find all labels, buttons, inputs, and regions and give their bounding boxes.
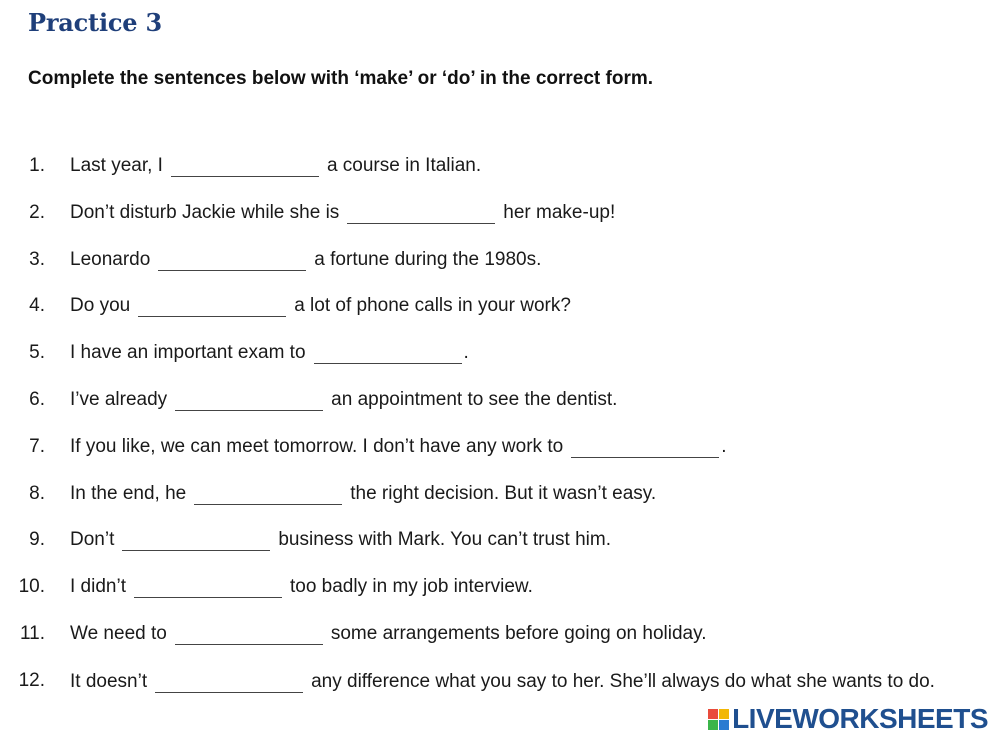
item-number: 1.	[29, 155, 45, 176]
answer-blank[interactable]	[158, 250, 306, 271]
answer-blank[interactable]	[134, 577, 282, 598]
item-number: 9.	[29, 529, 45, 551]
sentence-after: .	[721, 435, 727, 457]
sentence-after: .	[463, 342, 469, 364]
answer-blank[interactable]	[122, 530, 270, 551]
sentence-before: I didn’t	[70, 576, 126, 598]
item-sentence	[70, 479, 656, 509]
answer-blank[interactable]	[155, 672, 303, 693]
sentence-after: an appointment to see the dentist.	[331, 388, 618, 410]
sentence-before: We need to	[70, 622, 167, 644]
logo-mark-icon	[708, 709, 729, 730]
answer-blank[interactable]	[138, 296, 286, 317]
item-sentence	[70, 338, 469, 368]
exercise-item-6	[0, 384, 1000, 431]
exercise-item-11	[0, 618, 1000, 665]
item-number: 10.	[18, 576, 45, 598]
logo-square-green	[708, 720, 718, 730]
item-number: 8.	[29, 482, 45, 504]
sentence-before: If you like, we can meet tomorrow. I don’t have any work to	[70, 435, 564, 457]
answer-blank[interactable]	[175, 390, 323, 411]
item-number: 11.	[19, 622, 45, 644]
item-number: 2.	[29, 201, 45, 223]
sentence-before: I’ve already	[70, 388, 168, 410]
exercise-item-8	[0, 478, 1000, 525]
sentence-after: a course in Italian.	[326, 155, 482, 176]
exercise-item-1	[0, 150, 1000, 197]
instruction-text: Complete the sentences below with ‘make’ or ‘do’ in the correct form.	[28, 68, 654, 89]
sentence-after: her make-up!	[503, 201, 616, 223]
item-sentence	[70, 432, 726, 462]
sentence-after: a lot of phone calls in your work?	[294, 295, 571, 317]
sentence-before: I have an important exam to	[70, 342, 306, 364]
sentence-after: any difference what you say to her. She’ll always do what she wants to do.	[311, 670, 935, 692]
exercise-item-7	[0, 431, 1000, 478]
logo-text: LIVEWORKSHEETS	[732, 703, 988, 734]
item-number: 5.	[29, 342, 45, 364]
page-title: Practice 3	[28, 8, 162, 37]
item-number: 6.	[29, 388, 45, 410]
item-sentence	[70, 198, 615, 228]
item-sentence	[70, 151, 481, 181]
exercise-item-3	[0, 244, 1000, 291]
sentence-before: Leonardo	[70, 248, 151, 270]
item-number: 12.	[18, 669, 45, 691]
sentence-before: Don’t	[70, 529, 115, 551]
logo-square-yellow	[719, 709, 729, 719]
item-sentence	[70, 572, 533, 602]
item-sentence	[70, 666, 970, 698]
item-sentence	[70, 291, 571, 321]
sentence-after: some arrangements before going on holiday.	[330, 622, 707, 644]
exercise-item-10	[0, 571, 1000, 618]
item-number: 4.	[29, 295, 45, 317]
logo-square-red	[708, 709, 718, 719]
sentence-after: too badly in my job interview.	[289, 576, 533, 598]
item-sentence	[70, 619, 707, 649]
item-sentence	[70, 245, 541, 275]
answer-blank[interactable]	[171, 156, 319, 177]
sentence-before: It doesn’t	[70, 670, 148, 692]
answer-blank[interactable]	[347, 203, 495, 224]
exercise-item-4	[0, 290, 1000, 337]
sentence-before: Do you	[70, 295, 131, 317]
answer-blank[interactable]	[314, 343, 462, 364]
item-number: 7.	[29, 435, 45, 457]
logo-square-blue	[719, 720, 729, 730]
answer-blank[interactable]	[194, 484, 342, 505]
exercise-item-2	[0, 197, 1000, 244]
sentence-after: the right decision. But it wasn’t easy.	[350, 482, 657, 504]
item-sentence	[70, 385, 617, 415]
answer-blank[interactable]	[175, 624, 323, 645]
sentence-after: business with Mark. You can’t trust him.	[278, 529, 612, 551]
sentence-before: Last year, I	[70, 155, 163, 176]
exercise-item-5	[0, 337, 1000, 384]
item-sentence	[70, 525, 611, 555]
sentence-before: Don’t disturb Jackie while she is	[70, 201, 340, 223]
sentence-after: a fortune during the 1980s.	[314, 248, 542, 270]
liveworksheets-logo	[708, 703, 988, 735]
exercise-item-9	[0, 524, 1000, 571]
answer-blank[interactable]	[571, 437, 719, 458]
sentence-before: In the end, he	[70, 482, 187, 504]
exercise-list	[0, 150, 1000, 725]
item-number: 3.	[29, 248, 45, 270]
